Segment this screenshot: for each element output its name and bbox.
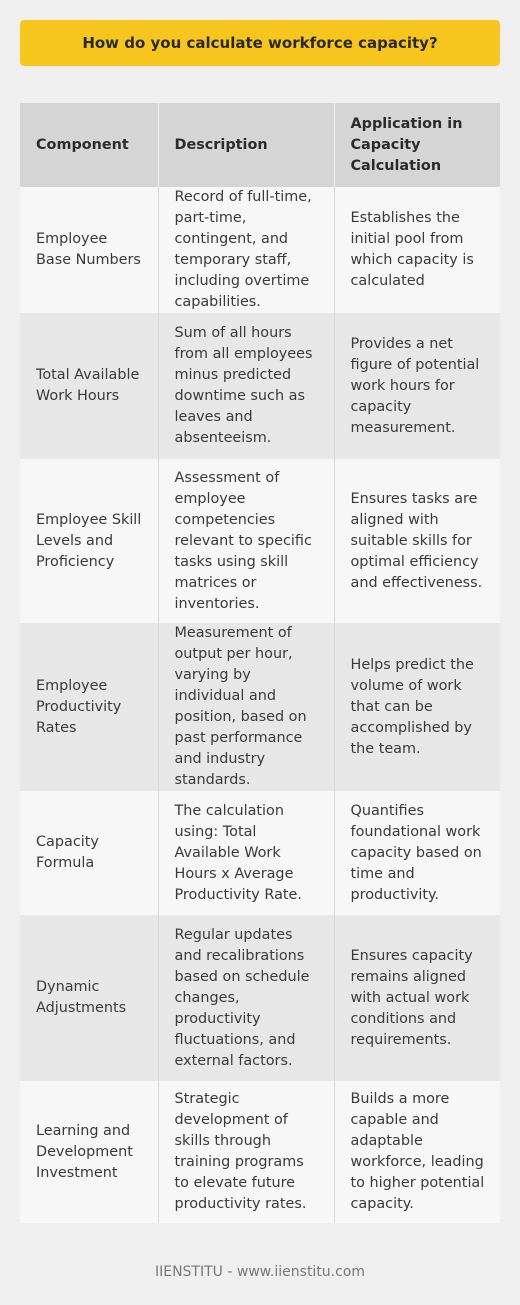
- table-row: [20, 915, 500, 1081]
- column-header-description: Description: [158, 103, 334, 187]
- capacity-table: [20, 103, 500, 1223]
- table-row: [20, 187, 500, 313]
- cell-description: Sum of all hours from all employees minus predicted downtime such as leaves and absenteeism.: [158, 313, 334, 459]
- cell-component: Total Available Work Hours: [20, 313, 158, 459]
- column-header-application: Application in Capacity Calculation: [334, 103, 500, 187]
- cell-component: Capacity Formula: [20, 791, 158, 915]
- cell-description: The calculation using: Total Available Work Hours x Average Productivity Rate.: [158, 791, 334, 915]
- cell-application: Helps predict the volume of work that can be accomplished by the team.: [334, 623, 500, 791]
- cell-application: Establishes the initial pool from which capacity is calculated: [334, 187, 500, 313]
- footer-credit: IIENSTITU - www.iienstitu.com: [154, 1264, 366, 1280]
- cell-application: Ensures tasks are aligned with suitable skills for optimal efficiency and effectiveness.: [334, 459, 500, 623]
- cell-application: Ensures capacity remains aligned with actual work conditions and requirements.: [334, 915, 500, 1081]
- cell-description: Regular updates and recalibrations based on schedule changes, productivity fluctuations, and external factors.: [158, 915, 334, 1081]
- table-row: [20, 1081, 500, 1223]
- cell-application: Provides a net figure of potential work hours for capacity measurement.: [334, 313, 500, 459]
- cell-component: Learning and Development Investment: [20, 1081, 158, 1223]
- cell-description: Strategic development of skills through training programs to elevate future productivity rates.: [158, 1081, 334, 1223]
- cell-component: Employee Productivity Rates: [20, 623, 158, 791]
- table-header-row: [20, 103, 500, 187]
- cell-description: Assessment of employee competencies relevant to specific tasks using skill matrices or inventories.: [158, 459, 334, 623]
- page-title: How do you calculate workforce capacity?: [20, 20, 500, 66]
- table-row: [20, 791, 500, 915]
- cell-component: Employee Skill Levels and Proficiency: [20, 459, 158, 623]
- table-row: [20, 623, 500, 791]
- column-header-component: Component: [20, 103, 158, 187]
- table-row: [20, 459, 500, 623]
- cell-component: Employee Base Numbers: [20, 187, 158, 313]
- cell-description: Measurement of output per hour, varying by individual and position, based on past performance and industry standards.: [158, 623, 334, 791]
- cell-description: Record of full-time, part-time, contingent, and temporary staff, including overtime capabilities.: [158, 187, 334, 313]
- cell-application: Quantifies foundational work capacity based on time and productivity.: [334, 791, 500, 915]
- cell-component: Dynamic Adjustments: [20, 915, 158, 1081]
- table-row: [20, 313, 500, 459]
- cell-application: Builds a more capable and adaptable workforce, leading to higher potential capacity.: [334, 1081, 500, 1223]
